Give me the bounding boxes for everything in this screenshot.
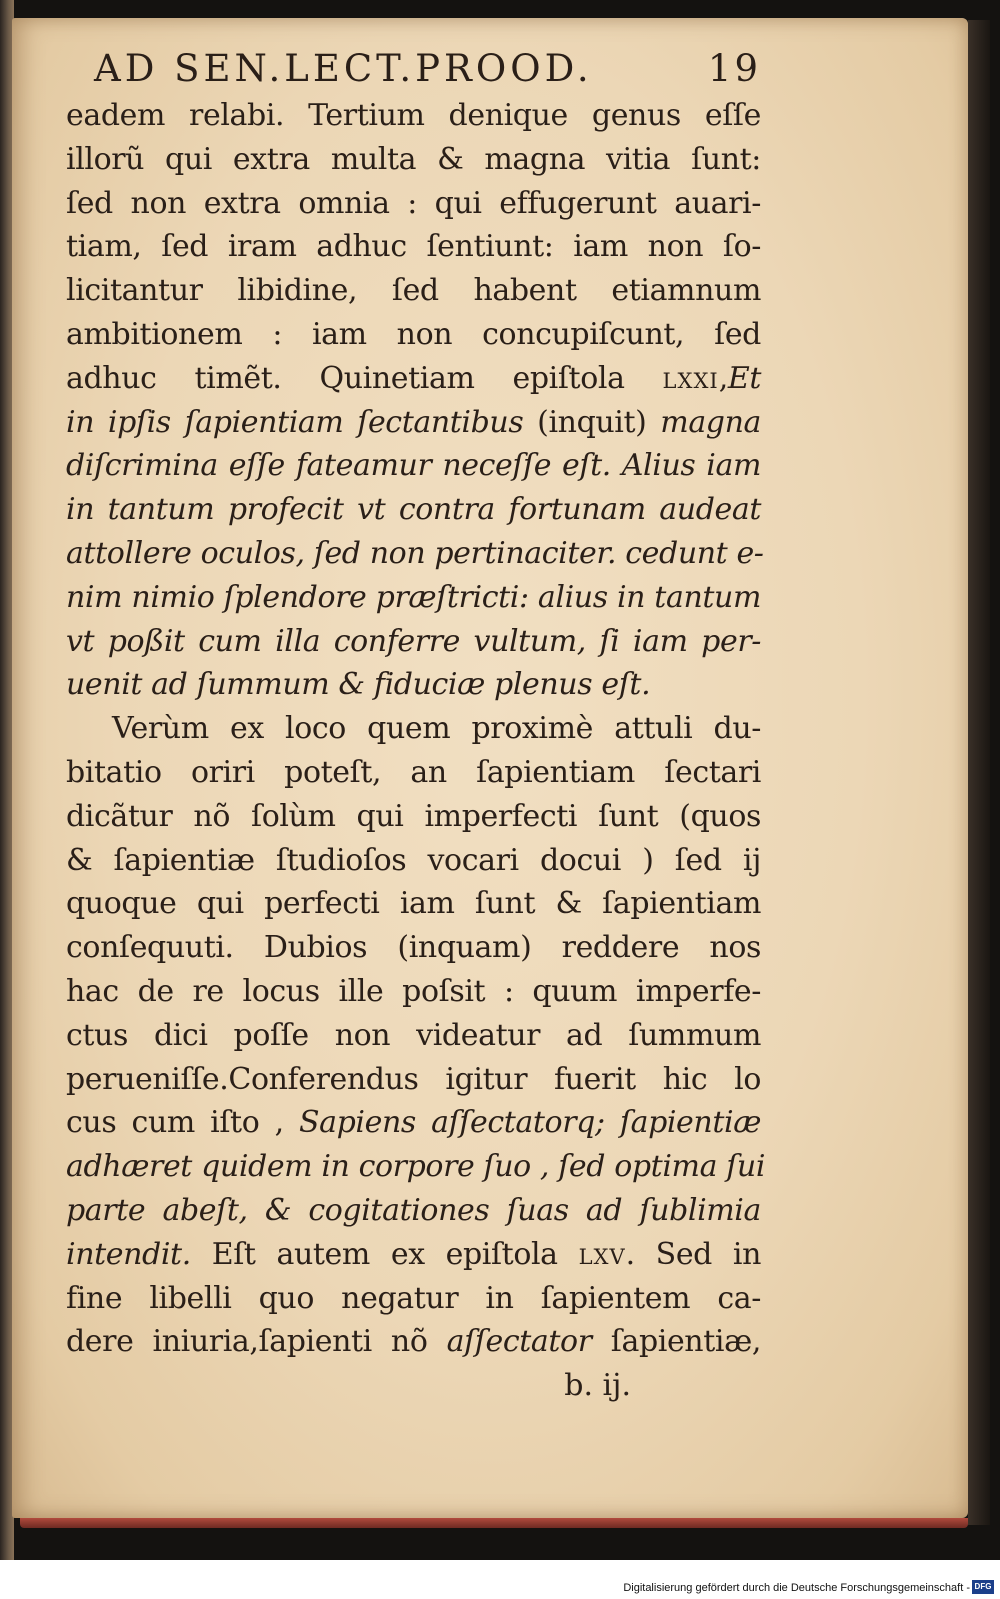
text-line bbox=[66, 313, 761, 357]
text-segment: bitatio oriri poteſt, an ſapientiam ſectari bbox=[66, 754, 761, 790]
text-segment: adhæret quidem in corpore ſuo , ſed optima ſui bbox=[66, 1149, 766, 1185]
text-line bbox=[66, 751, 761, 795]
text-segment: ſapientiæ, bbox=[591, 1324, 762, 1360]
text-line bbox=[66, 795, 761, 839]
text-segment: diſcrimina eſſe fateamur neceſſe eſt. Alius iam bbox=[66, 448, 761, 484]
text-segment: uenit ad ſummum & fiduciæ plenus eſt. bbox=[66, 667, 651, 703]
text-segment: adhuc timẽt. Quinetiam epiſtola bbox=[66, 360, 663, 396]
page-text-block bbox=[66, 44, 766, 1408]
text-segment: . Sed in bbox=[625, 1236, 761, 1272]
text-line bbox=[66, 357, 761, 401]
text-line bbox=[66, 1145, 766, 1189]
text-line bbox=[66, 707, 761, 751]
text-segment: intendit. bbox=[66, 1236, 212, 1272]
text-segment: ſed non extra omnia : qui effugerunt auari- bbox=[66, 185, 761, 221]
text-line bbox=[66, 401, 761, 445]
text-segment: vt poßit cum illa conferre vultum, ſi iam per- bbox=[66, 623, 761, 659]
text-line bbox=[66, 1233, 761, 1277]
text-segment: attollere oculos, ſed non pertinaciter. cedunt e- bbox=[66, 535, 764, 571]
text-line bbox=[66, 970, 761, 1014]
text-segment: licitantur libidine, ſed habent etiamnum bbox=[66, 273, 761, 309]
text-segment: aſſectator bbox=[446, 1324, 592, 1360]
text-line bbox=[66, 882, 761, 926]
text-lines bbox=[66, 94, 766, 1364]
text-line bbox=[66, 1320, 761, 1364]
text-segment: cus cum iſto , bbox=[66, 1105, 299, 1141]
text-line bbox=[66, 182, 761, 226]
text-line bbox=[66, 1014, 761, 1058]
text-segment: illorũ qui extra multa & magna vitia ſunt: bbox=[66, 141, 761, 177]
text-line bbox=[66, 1101, 761, 1145]
text-segment: & ſapientiæ ſtudioſos vocari docui ) ſed ij bbox=[66, 842, 761, 878]
text-line bbox=[66, 839, 761, 883]
running-head-title: AD SEN.LECT.PROOD. bbox=[94, 47, 593, 90]
running-head bbox=[94, 44, 761, 94]
text-line bbox=[66, 444, 761, 488]
page-bottom-edge bbox=[20, 1518, 968, 1528]
text-line bbox=[66, 1277, 761, 1321]
text-line bbox=[66, 576, 761, 620]
text-segment: lxxi bbox=[662, 360, 719, 396]
text-segment: Et bbox=[727, 360, 761, 396]
text-segment: nim nimio ſplendore præſtricti: alius in tantum bbox=[66, 579, 761, 615]
footer-credit: Digitalisierung gefördert durch die Deutsche Forschungsgemeinschaft - bbox=[623, 1582, 970, 1594]
text-line bbox=[66, 532, 764, 576]
text-line bbox=[66, 620, 761, 664]
text-segment: lxv bbox=[578, 1236, 626, 1272]
text-line bbox=[66, 225, 761, 269]
text-segment: ctus dici poſſe non videatur ad ſummum bbox=[66, 1017, 761, 1053]
text-line bbox=[66, 94, 761, 138]
text-line bbox=[66, 1058, 761, 1102]
text-segment: quoque qui perfecti iam ſunt & ſapientiam bbox=[66, 886, 761, 922]
text-line bbox=[66, 926, 761, 970]
dfg-logo: DFG bbox=[972, 1580, 994, 1594]
text-line bbox=[66, 663, 761, 707]
text-segment: tiam, ſed iram adhuc ſentiunt: iam non ſo- bbox=[66, 229, 761, 265]
page-number: 19 bbox=[707, 47, 761, 90]
text-segment: Eſt autem ex epiſtola bbox=[211, 1236, 579, 1272]
text-segment: parte abeſt, & cogitationes ſuas ad ſublimia bbox=[66, 1192, 761, 1228]
text-segment: Sapiens aſſectatorq; ſapientiæ bbox=[298, 1105, 761, 1141]
text-line bbox=[66, 1189, 761, 1233]
text-segment: dere iniuria,ſapienti nõ bbox=[66, 1324, 447, 1360]
text-line bbox=[66, 138, 761, 182]
text-segment: (inquit) bbox=[537, 404, 661, 440]
book-fore-edge bbox=[968, 20, 990, 1525]
text-segment: eadem relabi. Tertium denique genus eſſe bbox=[66, 98, 761, 133]
text-segment: , bbox=[718, 360, 728, 396]
text-segment: Verùm ex loco quem proximè attuli du- bbox=[112, 711, 761, 747]
text-segment: in ipſis ſapientiam ſectantibus bbox=[66, 404, 538, 440]
text-segment: conſequuti. Dubios (inquam) reddere nos bbox=[66, 930, 761, 966]
text-segment: ambitionem : iam non concupiſcunt, ſed bbox=[66, 316, 761, 352]
signature-mark: b. ij. bbox=[564, 1368, 631, 1404]
text-segment: fine libelli quo negatur in ſapientem ca- bbox=[66, 1280, 761, 1316]
text-segment: perueniſſe.Conferendus igitur fuerit hic lo bbox=[66, 1061, 761, 1097]
text-segment: in tantum profecit vt contra fortunam audeat bbox=[66, 492, 761, 528]
text-segment: dicãtur nõ ſolùm qui imperfecti ſunt (quos bbox=[66, 798, 761, 834]
text-segment: hac de re locus ille poſsit : quum imperfe- bbox=[66, 973, 761, 1009]
text-segment: magna bbox=[660, 404, 762, 440]
text-line bbox=[66, 269, 761, 313]
text-line bbox=[66, 488, 761, 532]
